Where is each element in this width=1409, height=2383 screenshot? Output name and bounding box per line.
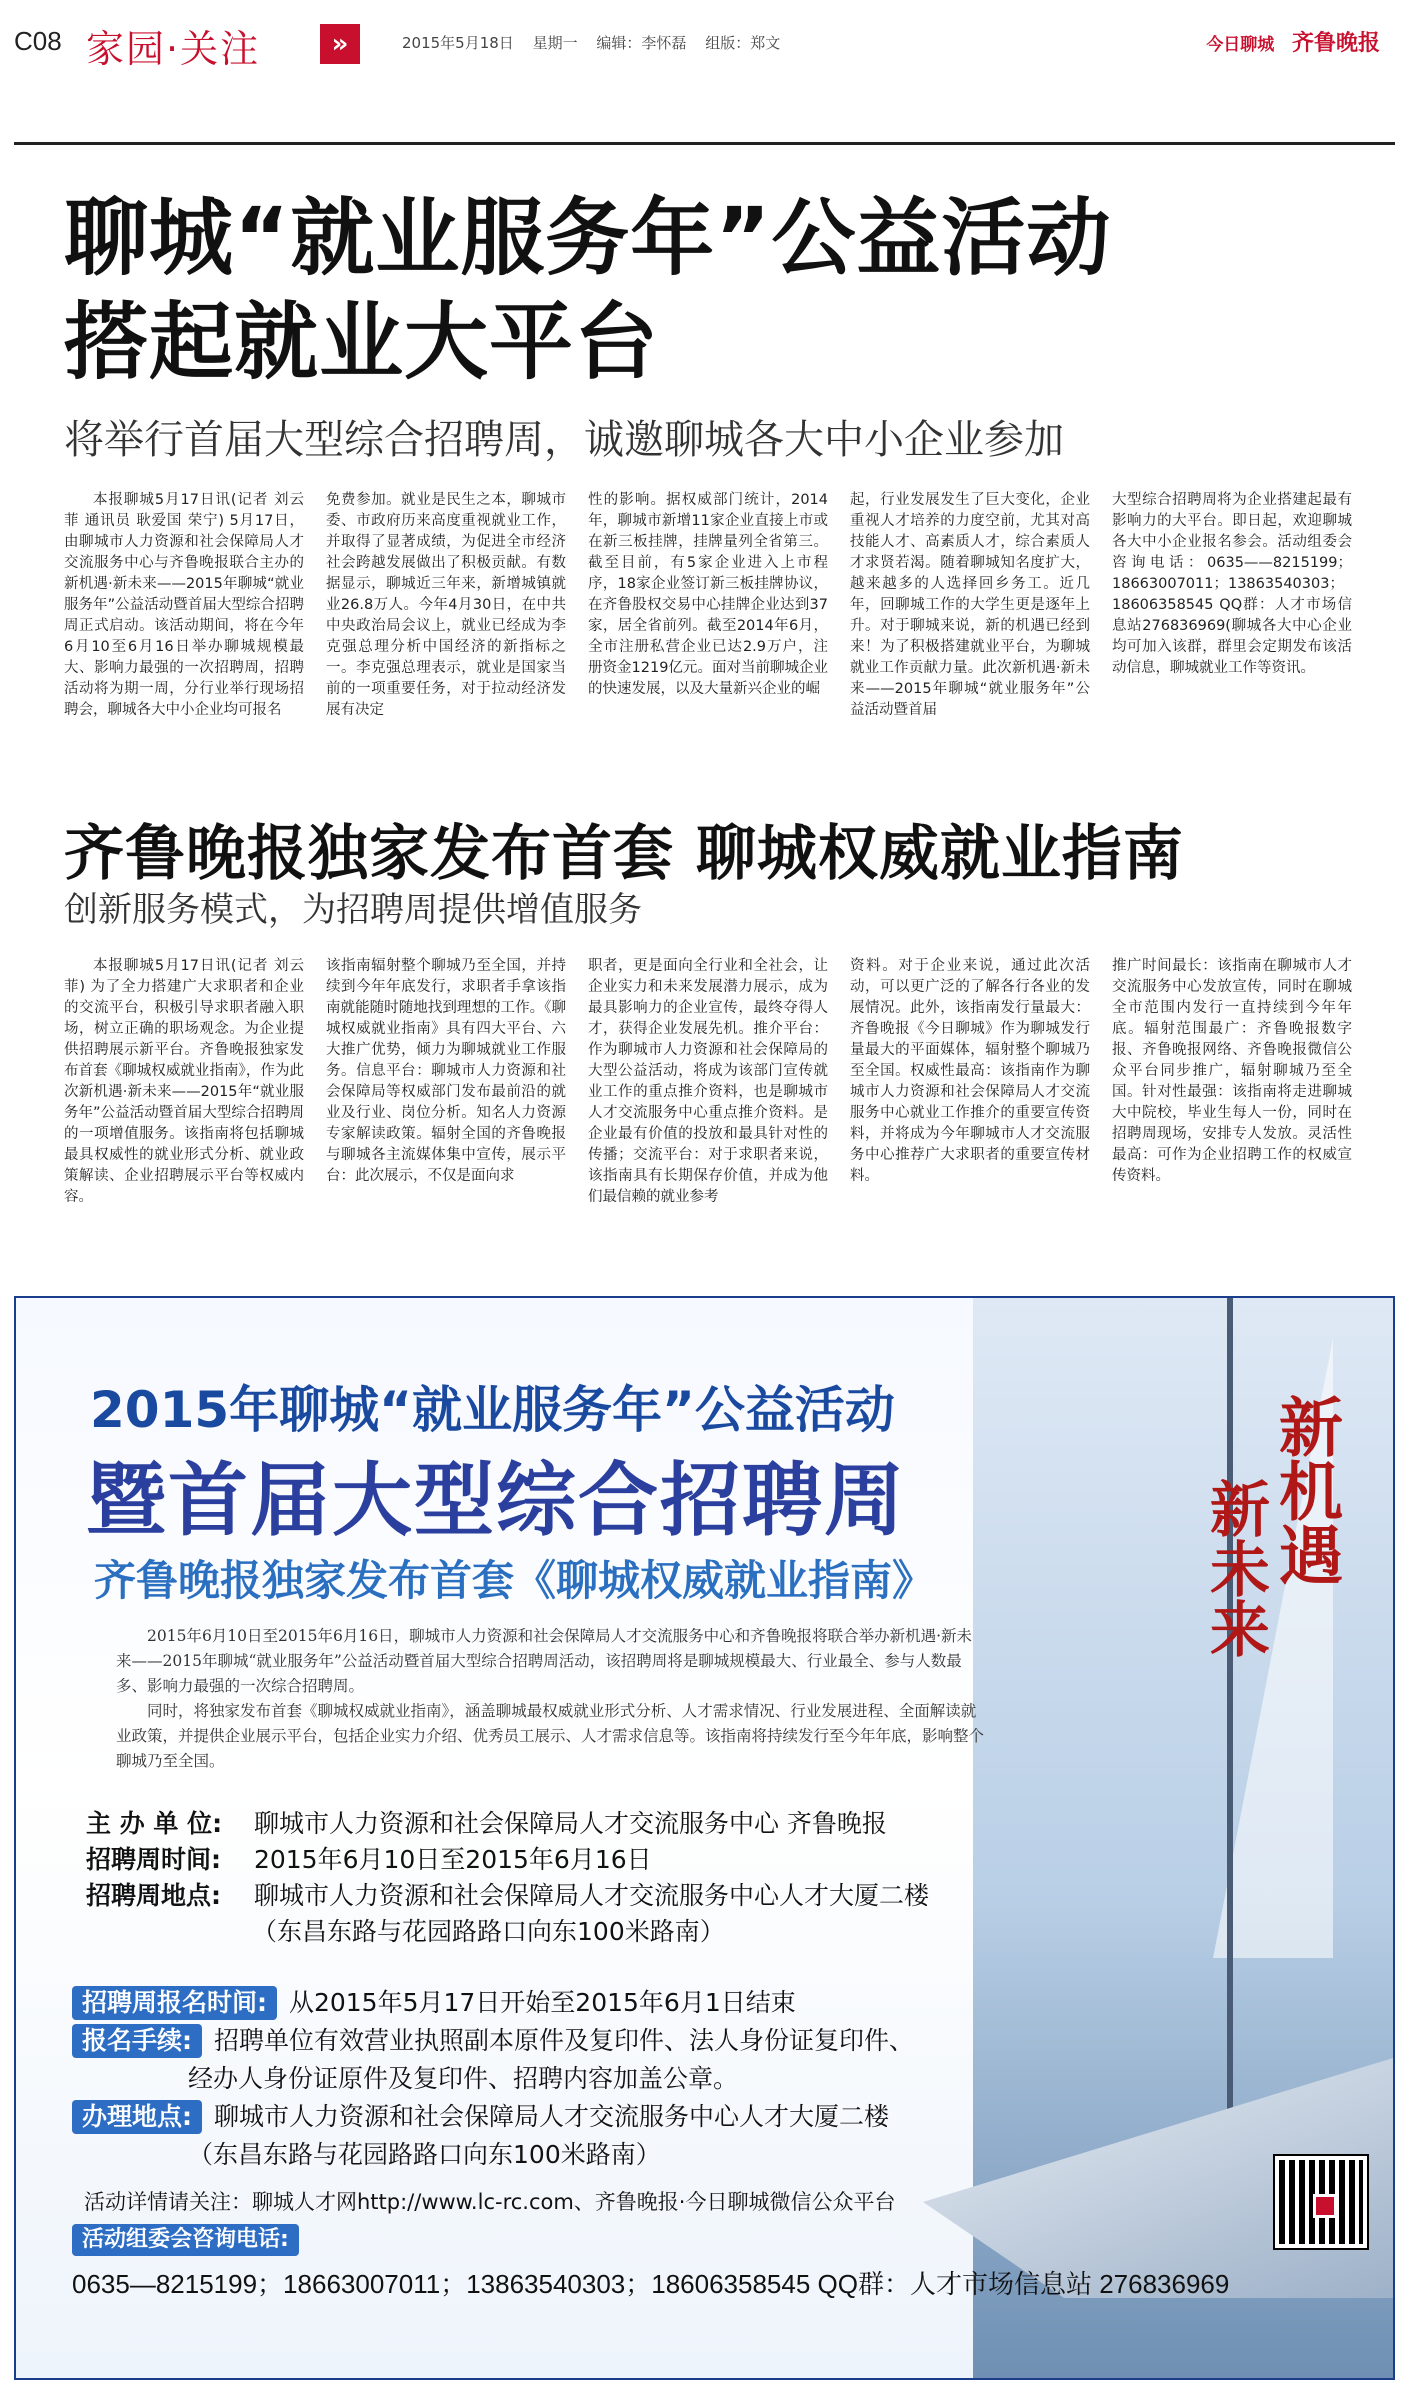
issue-date: 2015年5月18日	[402, 34, 514, 52]
organizer-row	[86, 1806, 929, 1842]
ad-event-info	[86, 1806, 929, 1950]
time-value: 2015年6月10日至2015年6月16日	[253, 1845, 652, 1874]
issue-meta	[402, 32, 794, 53]
ad-title-line3: 齐鲁晚报独家发布首套《聊城权威就业指南》	[94, 1556, 935, 1605]
organizer-value: 聊城市人力资源和社会保障局人才交流服务中心 齐鲁晚报	[253, 1809, 887, 1838]
article1-headline-line1: 聊城“就业服务年”公益活动	[64, 189, 1112, 287]
layout-editor: 组版：郑文	[705, 34, 781, 52]
qr-code-icon	[1275, 2156, 1367, 2248]
reg-procedure-row	[72, 2024, 914, 2058]
place-label: 招聘周地点:	[86, 1881, 221, 1910]
article1-headline	[64, 186, 1111, 394]
edition-name: 今日聊城	[1206, 35, 1275, 55]
ad-intro	[116, 1624, 986, 1774]
reg-procedure-value-1: 招聘单位有效营业执照副本原件及复印件、法人身份证复印件、	[213, 2026, 914, 2055]
page-number: C08	[14, 26, 62, 56]
article2-column-2: 该指南辐射整个聊城乃至全国，并持续到今年年底发行，求职者手拿该指南就能随时随地找到理想的工作。《聊城权威就业指南》具有四大平台、六大推广优势，倾力为聊城就业工作服务。信息平台：聊城市人力资源和社会保障局等权威部门发布最前沿的就业及行业、岗位分析。知名人力资源专家解读政策。辐射全国的齐鲁晚报与聊城各主流媒体集中宣传，展示平台：此次展示，不仅是面向求	[326, 958, 566, 1184]
section-title: 家园·关注	[86, 27, 261, 71]
paper-masthead	[1206, 26, 1380, 57]
consult-phones: 0635—8215199；18663007011；13863540303；18606358545 QQ群：人才市场信息站 276836969	[72, 2269, 1230, 2299]
issue-weekday: 星期一	[532, 34, 578, 52]
article1-column-4: 起，行业发展发生了巨大变化，企业重视人才培养的力度空前，尤其对高技能人才、高素质人才，综合素质人才求贤若渴。随着聊城知名度扩大，越来越多的人选择回乡务工。近几年，回聊城工作的大学生更是逐年上升。对于聊城来说，新的机遇已经到来！为了积极搭建就业平台，为聊城就业工作贡献力量。此次新机遇·新未来——2015年聊城“就业服务年”公益活动暨首届	[850, 492, 1090, 718]
calligraphy-new-opportunity: 新机遇	[1268, 1394, 1343, 1586]
paper-logo: 齐鲁晚报	[1291, 31, 1380, 56]
article2-subtitle: 创新服务模式，为招聘周提供增值服务	[64, 890, 642, 930]
article1-column-1: 本报聊城5月17日讯(记者 刘云菲 通讯员 耿爱国 荣宁) 5月17日，由聊城市人力资源和社会保障局人才交流服务中心与齐鲁晚报联合主办的新机遇·新未来——2015年聊城“就业服务年”公益活动暨首届大型综合招聘周正式启动。该活动期间，将在今年6月10至6月16日举办聊城规模最大、影响力最强的一次招聘周，招聘活动将为期一周，分行业举行现场招聘会，聊城各大中小企业均可报名	[64, 492, 304, 718]
article1-headline-line2: 搭起就业大平台	[64, 293, 660, 391]
time-row	[86, 1842, 929, 1878]
editor: 编辑：李怀磊	[596, 34, 687, 52]
article2-column-4: 资料。对于企业来说，通过此次活动，可以更广泛的了解各行各业的发展情况。此外，该指南发行量最大：齐鲁晚报《今日聊城》作为聊城发行量最大的平面媒体，辐射整个聊城乃至全国。权威性最高：该指南作为聊城市人力资源和社会保障局人才交流服务中心就业工作推介的重要宣传资料，并将成为今年聊城市人才交流服务中心推荐广大求职者的重要宣传材料。	[850, 958, 1090, 1184]
place-value: 聊城市人力资源和社会保障局人才交流服务中心人才大厦二楼	[253, 1881, 929, 1910]
reg-time-label: 招聘周报名时间:	[72, 1986, 277, 2020]
ad-intro-paragraph-2: 同时，将独家发布首套《聊城权威就业指南》，涵盖聊城最权威就业形式分析、人才需求情况、行业发展进程、全面解读就业政策，并提供企业展示平台，包括企业实力介绍、优秀员工展示、人才需求信息等。该指南将持续发行至今年年底，影响整个聊城乃至全国。	[116, 1702, 985, 1770]
place-note: （东昌东路与花园路路口向东100米路南）	[252, 1917, 725, 1946]
time-label: 招聘周时间:	[86, 1845, 221, 1874]
article1-column-3: 性的影响。据权威部门统计，2014年，聊城市新增11家企业直接上市或在新三板挂牌，挂牌量列全省第三。截至目前，有5家企业进入上市程序，18家企业签订新三板挂牌协议，在齐鲁股权交易中心挂牌企业达到37家，居全省前列。截至2014年6月，全市注册私营企业已达2.9万户，注册资金1219亿元。面对当前聊城企业的快速发展，以及大量新兴企业的崛	[588, 492, 828, 697]
place-row	[86, 1878, 929, 1914]
office-value: 聊城市人力资源和社会保障局人才交流服务中心人才大厦二楼	[213, 2102, 889, 2131]
calligraphy-new-future: 新未来	[1200, 1478, 1270, 1658]
reg-procedure-value-2: 经办人身份证原件及复印件、招聘内容加盖公章。	[188, 2064, 739, 2093]
header-rule	[14, 142, 1395, 145]
ad-title-line2: 暨首届大型综合招聘周	[86, 1454, 906, 1547]
double-chevron-icon: »	[320, 24, 360, 64]
article1-body	[64, 490, 1352, 766]
article2-column-5: 推广时间最长：该指南在聊城市人才交流服务中心发放宣传，同时在聊城全市范围内发行一直持续到今年年底。辐射范围最广：齐鲁晚报数字报、齐鲁晚报网络、齐鲁晚报微信公众平台同步推广，辐射聊城乃至全国。针对性最强：该指南将走进聊城大中院校，毕业生每人一份，同时在招聘周现场，安排专人发放。灵活性最高：可作为企业招聘工作的权威宣传资料。	[1112, 958, 1352, 1184]
ad-intro-paragraph-1: 2015年6月10日至2015年6月16日，聊城市人力资源和社会保障局人才交流服务中心和齐鲁晚报将联合举办新机遇·新未来——2015年聊城“就业服务年”公益活动暨首届大型综合招聘周活动，该招聘周将是聊城规模最大、行业最全、参与人数最多、影响力最强的一次综合招聘周。	[116, 1627, 972, 1695]
page-header	[14, 18, 1394, 78]
article1-column-2: 免费参加。就业是民生之本，聊城市委、市政府历来高度重视就业工作，并取得了显著成绩，为促进全市经济社会跨越发展做出了积极贡献。有数据显示，聊城近三年来，新增城镇就业26.8万人。今年4月30日，在中共中央政治局会议上，就业已经成为李克强总理分析中国经济的新指标之一。李克强总理表示，就业是国家当前的一项重要任务，对于拉动经济发展有决定	[326, 492, 566, 718]
consult-label: 活动组委会咨询电话:	[72, 2224, 299, 2256]
reg-procedure-label: 报名手续:	[72, 2024, 202, 2058]
organizer-label: 主 办 单 位:	[86, 1809, 223, 1838]
office-note: （东昌东路与花园路路口向东100米路南）	[188, 2140, 661, 2169]
article2-column-1: 本报聊城5月17日讯(记者 刘云菲) 为了全力搭建广大求职者和企业的交流平台，积极引导求职者融入职场，树立正确的职场观念。为企业提供招聘展示新平台。齐鲁晚报独家发布首套《聊城权威就业指南》，作为此次新机遇·新未来——2015年“就业服务年”公益活动暨首届大型综合招聘周的一项增值服务。该指南将包括聊城最具权威性的就业形式分析、就业政策解读、企业招聘展示平台等权威内容。	[64, 958, 304, 1205]
reg-time-row	[72, 1986, 914, 2020]
office-label: 办理地点:	[72, 2100, 202, 2134]
ad-title-line1: 2015年聊城“就业服务年”公益活动	[90, 1381, 895, 1439]
recruitment-advertisement	[14, 1296, 1395, 2380]
office-row	[72, 2100, 914, 2134]
article1-subtitle: 将举行首届大型综合招聘周，诚邀聊城各大中小企业参加	[64, 417, 1064, 463]
article2-headline: 齐鲁晚报独家发布首套 聊城权威就业指南	[64, 819, 1184, 889]
article2-body	[64, 956, 1352, 1256]
ad-registration-info	[72, 1986, 914, 2176]
reg-time-value: 从2015年5月17日开始至2015年6月1日结束	[288, 1988, 796, 2017]
article1-column-5: 大型综合招聘周将为企业搭建起最有影响力的大平台。即日起，欢迎聊城各大中小企业报名参会。活动组委会咨询电话：0635——8215199；18663007011；13863540303；18606358545 QQ群：人才市场信息站276836969(聊城各大中心企业均可加入该群，群里会定期发布该活动信息，聊城就业工作等资讯。	[1112, 492, 1352, 676]
article2-column-3: 职者，更是面向全行业和全社会，让企业实力和未来发展潜力展示，成为最具影响力的企业宣传，最终夺得人才，获得企业发展先机。推介平台：作为聊城市人力资源和社会保障局的大型公益活动，将成为该部门宣传就业工作的重点推介资料，也是聊城市人才交流服务中心重点推介资料。是企业最有价值的投放和最具针对性的传播；交流平台：对于求职者来说，该指南具有长期保存价值，并成为他们最信赖的就业参考	[588, 958, 828, 1205]
follow-info: 活动详情请关注：聊城人才网http://www.lc-rc.com、齐鲁晚报·今日聊城微信公众平台	[84, 2190, 896, 2214]
